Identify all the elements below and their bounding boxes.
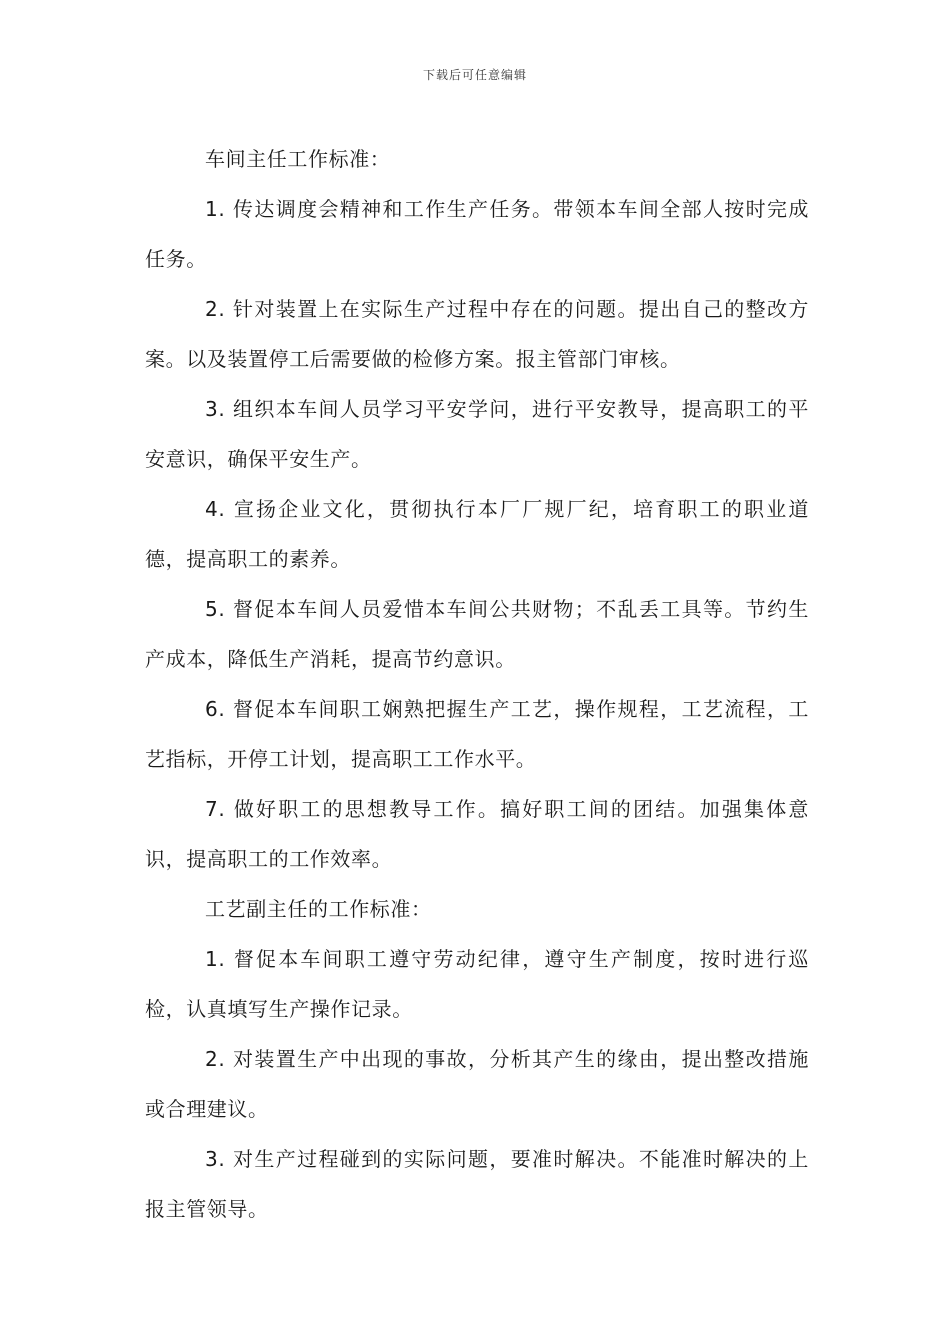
deputy-item-3: 3. 对生产过程碰到的实际问题，要准时解决。不能准时解决的上报主管领导。 [145,1147,809,1221]
section-title-process-deputy: 工艺副主任的工作标准： [205,897,432,921]
director-item-2: 2. 针对装置上在实际生产过程中存在的问题。提出自己的整改方案。以及装置停工后需要做的检修方案。报主管部门审核。 [145,297,809,371]
header-note: 下载后可任意编辑 [422,68,527,82]
director-item-4: 4. 宣扬企业文化，贯彻执行本厂厂规厂纪，培育职工的职业道德，提高职工的素养。 [145,497,809,571]
document-body [145,134,809,1234]
director-item-7: 7. 做好职工的思想教导工作。搞好职工间的团结。加强集体意识，提高职工的工作效率。 [145,797,809,871]
director-item-6: 6. 督促本车间职工娴熟把握生产工艺，操作规程，工艺流程，工艺指标，开停工计划，提高职工工作水平。 [145,697,809,771]
section-title-director: 车间主任工作标准： [205,147,391,171]
director-item-3: 3. 组织本车间人员学习平安学问，进行平安教导，提高职工的平安意识，确保平安生产。 [145,397,809,471]
deputy-item-2: 2. 对装置生产中出现的事故，分析其产生的缘由，提出整改措施或合理建议。 [145,1047,809,1121]
director-item-1: 1. 传达调度会精神和工作生产任务。带领本车间全部人按时完成任务。 [145,197,809,271]
deputy-item-1: 1. 督促本车间职工遵守劳动纪律，遵守生产制度，按时进行巡检，认真填写生产操作记录。 [145,947,809,1021]
director-item-5: 5. 督促本车间人员爱惜本车间公共财物；不乱丢工具等。节约生产成本，降低生产消耗，提高节约意识。 [145,597,809,671]
